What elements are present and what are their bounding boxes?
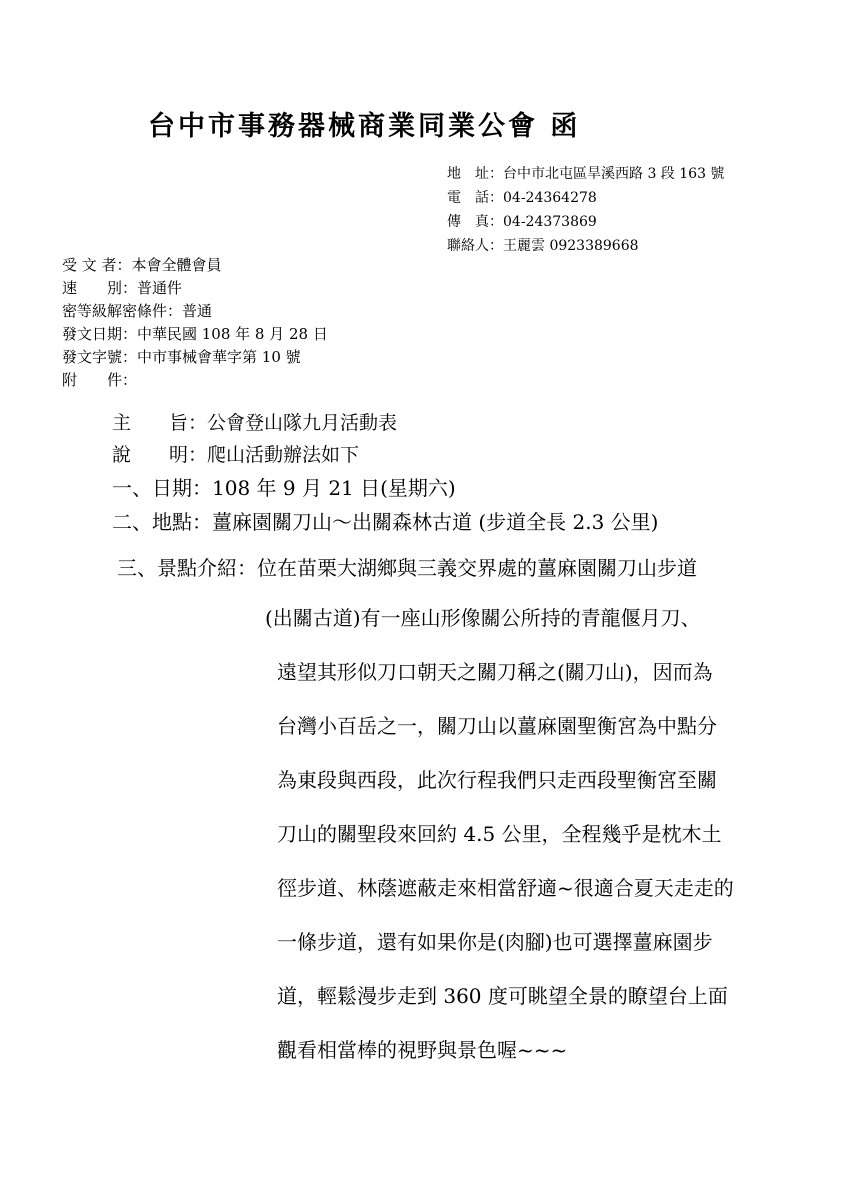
meta-speed: 速 別：普通件 [62,279,183,297]
scenic-intro-line: 為東段與西段，此次行程我們只走西段聖衡宮至關 [277,768,717,792]
scenic-intro-line: 徑步道、林蔭遮蔽走來相當舒適~很適合夏天走走的 [277,876,734,900]
meta-doc-number: 發文字號：中市事械會華字第 10 號 [62,348,301,366]
body-subject: 主 旨：公會登山隊九月活動表 [112,412,398,434]
body-item-location: 二、地點：薑麻園關刀山～出關森林古道 (步道全長 2.3 公里) [112,510,659,534]
scenic-intro-line: 道，輕鬆漫步走到 360 度可眺望全景的瞭望台上面 [277,984,728,1008]
document-title: 台中市事務器械商業同業公會 函 [148,111,581,142]
scenic-intro-paragraph [117,548,734,1062]
meta-attachment: 附 件： [62,371,138,389]
scenic-intro-line: 台灣小百岳之一，關刀山以薑麻園聖衡宮為中點分 [277,714,717,738]
scenic-intro-line: 刀山的關聖段來回約 4.5 公里，全程幾乎是枕木土 [277,822,722,846]
contact-phone: 電 話：04-24364278 [447,190,597,206]
contact-fax: 傳 真：04-24373869 [447,214,597,230]
scenic-intro-first-line: 三、景點介紹：位在苗栗大湖鄉與三義交界處的薑麻園關刀山步道 [117,556,697,580]
contact-address: 地 址：台中市北屯區旱溪西路 3 段 163 號 [447,166,725,182]
scenic-intro-line: 遠望其形似刀口朝天之關刀稱之(關刀山)，因而為 [277,660,713,684]
contact-person: 聯絡人：王麗雲 0923389668 [447,238,639,254]
body-item-date: 一、日期：108 年 9 月 21 日(星期六) [112,476,456,500]
meta-issue-date: 發文日期：中華民國 108 年 8 月 28 日 [62,325,328,343]
document-body [112,407,658,539]
contact-block [447,162,724,258]
scenic-intro-line: (出關古道)有一座山形像關公所持的青龍偃月刀、 [265,606,701,630]
body-explanation: 說 明：爬山活動辦法如下 [112,444,360,466]
document-meta [62,254,328,392]
scenic-intro-line: 一條步道，還有如果你是(肉腳)也可選擇薑麻園步 [277,930,713,954]
meta-confidentiality: 密等級解密條件：普通 [62,302,213,320]
meta-recipient: 受 文 者：本會全體會員 [62,256,222,274]
scenic-intro-line: 觀看相當棒的視野與景色喔~~~ [277,1038,568,1062]
